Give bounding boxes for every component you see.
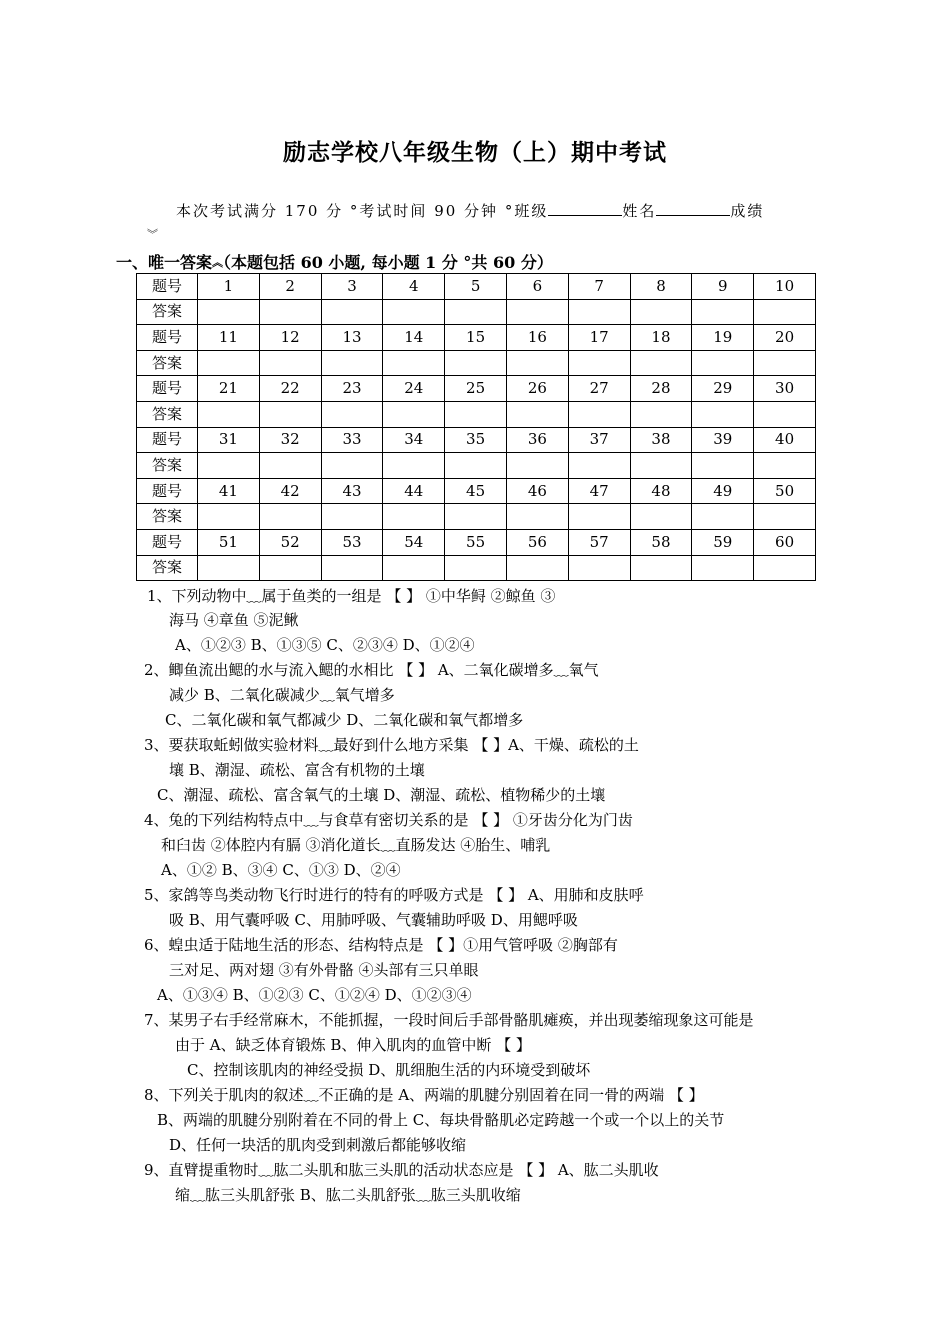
answer-cell[interactable] [692,350,754,376]
answer-cell[interactable] [630,401,692,427]
answer-cell[interactable] [568,555,630,581]
question-number-cell: 28 [630,376,692,402]
question-number-cell: 21 [198,376,260,402]
question-number-cell: 57 [568,529,630,555]
question-number-cell: 8 [630,274,692,300]
number-label: 题号 [137,376,198,402]
question-line: 3、要获取蚯蚓做实验材料﹏最好到什么地方采集 【 】A、干燥、疏松的土 [144,736,639,754]
section-note: （本题包括 60 小题, 每小题 1 分 °共 60 分） [223,253,553,272]
number-row [137,478,816,504]
section-title: 一、唯一答案 [116,253,213,272]
exam-info-prefix: 本次考试满分 170 分 °考试时间 90 分钟 °班级 [176,202,549,220]
question-line: 三对足、两对翅 ③有外骨骼 ④头部有三只单眼 [169,961,479,979]
question-number-cell: 23 [321,376,383,402]
question-line: 7、某男子右手经常麻木，不能抓握，一段时间后手部骨骼肌瘫痪，并出现萎缩现象这可能是 [144,1011,754,1029]
answer-cell[interactable] [568,401,630,427]
question-line: B、两端的肌腱分别附着在不同的骨上 C、每块骨骼肌必定跨越一个或一个以上的关节 [157,1111,725,1129]
question-line: 和臼齿 ②体腔内有膈 ③消化道长﹏直肠发达 ④胎生、哺乳 [161,836,551,854]
question-line: 海马 ④章鱼 ⑤泥鳅 [169,611,299,629]
question-line: A、①②③ B、①③⑤ C、②③④ D、①②④ [175,636,475,654]
question-number-cell: 1 [198,274,260,300]
question-number-cell: 6 [506,274,568,300]
answer-row [137,453,816,479]
number-label: 题号 [137,529,198,555]
answer-cell[interactable] [198,299,260,325]
question-number-cell: 13 [321,325,383,351]
question-number-cell: 39 [692,427,754,453]
question-number-cell: 14 [383,325,445,351]
question-number-cell: 32 [259,427,321,453]
answer-cell[interactable] [692,504,754,530]
answer-cell[interactable] [506,299,568,325]
answer-cell[interactable] [630,453,692,479]
question-line: 1、下列动物中﹏属于鱼类的一组是 【 】 ①中华鲟 ②鲸鱼 ③ [147,587,556,605]
question-number-cell: 41 [198,478,260,504]
question-number-cell: 30 [754,376,816,402]
question-number-cell: 58 [630,529,692,555]
answer-row [137,401,816,427]
answer-cell[interactable] [568,453,630,479]
name-label: 姓名 [622,202,657,220]
answer-cell[interactable] [630,299,692,325]
answer-cell[interactable] [630,350,692,376]
format-mark-icon: ︾ [147,228,158,241]
question-number-cell: 20 [754,325,816,351]
answer-grid [136,273,816,581]
question-number-cell: 53 [321,529,383,555]
answer-cell[interactable] [506,555,568,581]
answer-cell[interactable] [754,555,816,581]
question-number-cell: 16 [506,325,568,351]
answer-cell[interactable] [259,453,321,479]
name-blank [656,201,730,216]
section-heading [116,250,553,273]
question-line: A、①③④ B、①②③ C、①②④ D、①②③④ [157,986,472,1004]
answer-cell[interactable] [259,350,321,376]
answer-cell[interactable] [568,504,630,530]
answer-cell[interactable] [506,453,568,479]
question-line: 吸 B、用气囊呼吸 C、用肺呼吸、气囊辅助呼吸 D、用鳃呼吸 [169,911,578,929]
question-number-cell: 7 [568,274,630,300]
answer-cell[interactable] [692,453,754,479]
answer-cell[interactable] [692,555,754,581]
question-number-cell: 24 [383,376,445,402]
question-number-cell: 29 [692,376,754,402]
question-line: 9、直臂提重物时﹏肱二头肌和肱三头肌的活动状态应是 【 】 A、肱二头肌收 [144,1161,659,1179]
question-line: 缩﹏肱三头肌舒张 B、肱二头肌舒张﹏肱三头肌收缩 [175,1186,521,1204]
question-number-cell: 45 [445,478,507,504]
question-number-cell: 37 [568,427,630,453]
question-number-cell: 5 [445,274,507,300]
number-row [137,529,816,555]
answer-label: 答案 [137,401,198,427]
question-number-cell: 54 [383,529,445,555]
question-number-cell: 40 [754,427,816,453]
answer-cell[interactable] [692,299,754,325]
question-line: C、二氧化碳和氧气都减少 D、二氧化碳和氧气都增多 [165,711,524,729]
answer-cell[interactable] [754,299,816,325]
question-number-cell: 51 [198,529,260,555]
answer-cell[interactable] [506,401,568,427]
question-number-cell: 15 [445,325,507,351]
answer-cell[interactable] [198,453,260,479]
number-row [137,376,816,402]
answer-cell[interactable] [259,504,321,530]
question-number-cell: 33 [321,427,383,453]
answer-cell[interactable] [321,453,383,479]
question-line: 壤 B、潮湿、疏松、富含有机物的土壤 [169,761,425,779]
answer-label: 答案 [137,555,198,581]
question-number-cell: 55 [445,529,507,555]
answer-cell[interactable] [321,401,383,427]
answer-cell[interactable] [754,350,816,376]
question-number-cell: 35 [445,427,507,453]
answer-cell[interactable] [198,401,260,427]
question-number-cell: 60 [754,529,816,555]
question-number-cell: 27 [568,376,630,402]
answer-cell[interactable] [198,350,260,376]
question-number-cell: 47 [568,478,630,504]
question-line: A、①② B、③④ C、①③ D、②④ [161,861,401,879]
question-number-cell: 19 [692,325,754,351]
answer-cell[interactable] [445,504,507,530]
answer-cell[interactable] [445,555,507,581]
answer-cell[interactable] [321,299,383,325]
answer-cell[interactable] [198,504,260,530]
question-number-cell: 44 [383,478,445,504]
question-line: C、潮湿、疏松、富含氧气的土壤 D、潮湿、疏松、植物稀少的土壤 [157,786,606,804]
answer-cell[interactable] [630,504,692,530]
question-number-cell: 31 [198,427,260,453]
answer-cell[interactable] [506,350,568,376]
question-number-cell: 3 [321,274,383,300]
answer-cell[interactable] [383,504,445,530]
class-blank [548,201,622,216]
number-label: 题号 [137,274,198,300]
question-number-cell: 12 [259,325,321,351]
format-mark-icon: ︽ [212,256,224,269]
question-line: C、控制该肌肉的神经受损 D、肌细胞生活的内环境受到破坏 [187,1061,591,1079]
answer-row [137,350,816,376]
answer-cell[interactable] [754,504,816,530]
answer-cell[interactable] [630,555,692,581]
answer-cell[interactable] [568,350,630,376]
question-number-cell: 22 [259,376,321,402]
question-number-cell: 48 [630,478,692,504]
question-number-cell: 2 [259,274,321,300]
question-number-cell: 25 [445,376,507,402]
answer-cell[interactable] [445,299,507,325]
question-number-cell: 56 [506,529,568,555]
question-number-cell: 34 [383,427,445,453]
answer-row [137,299,816,325]
number-label: 题号 [137,325,198,351]
question-number-cell: 43 [321,478,383,504]
answer-cell[interactable] [754,453,816,479]
number-row [137,325,816,351]
question-line: 5、家鸽等鸟类动物飞行时进行的特有的呼吸方式是 【 】 A、用肺和皮肤呼 [144,886,644,904]
answer-cell[interactable] [506,504,568,530]
question-number-cell: 18 [630,325,692,351]
answer-cell[interactable] [445,401,507,427]
question-line: D、任何一块活的肌肉受到刺激后都能够收缩 [169,1136,467,1154]
question-line: 4、兔的下列结构特点中﹏与食草有密切关系的是 【 】 ①牙齿分化为门齿 [144,811,633,829]
answer-cell[interactable] [259,299,321,325]
question-number-cell: 17 [568,325,630,351]
answer-cell[interactable] [383,350,445,376]
exam-info-line [176,200,764,221]
question-line: 2、鲫鱼流出鳃的水与流入鳃的水相比 【 】 A、二氧化碳增多﹏氧气 [144,661,599,679]
question-number-cell: 52 [259,529,321,555]
question-number-cell: 4 [383,274,445,300]
answer-cell[interactable] [445,350,507,376]
question-number-cell: 36 [506,427,568,453]
exam-title: 励志学校八年级生物（上）期中考试 [283,139,667,166]
answer-cell[interactable] [568,299,630,325]
answer-label: 答案 [137,504,198,530]
answer-row [137,555,816,581]
answer-cell[interactable] [259,555,321,581]
question-number-cell: 46 [506,478,568,504]
answer-cell[interactable] [383,453,445,479]
answer-cell[interactable] [198,555,260,581]
question-line: 减少 B、二氧化碳减少﹏氧气增多 [169,686,395,704]
answer-label: 答案 [137,299,198,325]
answer-cell[interactable] [321,350,383,376]
question-number-cell: 9 [692,274,754,300]
answer-cell[interactable] [754,401,816,427]
number-label: 题号 [137,478,198,504]
answer-cell[interactable] [383,401,445,427]
answer-row [137,504,816,530]
question-number-cell: 50 [754,478,816,504]
number-row [137,274,816,300]
answer-cell[interactable] [692,401,754,427]
answer-cell[interactable] [321,555,383,581]
question-number-cell: 11 [198,325,260,351]
question-number-cell: 42 [259,478,321,504]
question-line: 8、下列关于肌肉的叙述﹏不正确的是 A、两端的肌腱分别固着在同一骨的两端 【 】 [144,1086,704,1104]
answer-cell[interactable] [445,453,507,479]
question-number-cell: 26 [506,376,568,402]
answer-cell[interactable] [259,401,321,427]
number-label: 题号 [137,427,198,453]
question-number-cell: 10 [754,274,816,300]
question-line: 6、蝗虫适于陆地生活的形态、结构特点是 【 】①用气管呼吸 ②胸部有 [144,936,618,954]
answer-cell[interactable] [383,555,445,581]
question-line: 由于 A、缺乏体育锻炼 B、伸入肌肉的血管中断 【 】 [175,1036,531,1054]
question-number-cell: 38 [630,427,692,453]
number-row [137,427,816,453]
answer-label: 答案 [137,350,198,376]
question-number-cell: 59 [692,529,754,555]
answer-label: 答案 [137,453,198,479]
score-label: 成绩 [730,202,765,220]
answer-cell[interactable] [383,299,445,325]
answer-cell[interactable] [321,504,383,530]
question-number-cell: 49 [692,478,754,504]
